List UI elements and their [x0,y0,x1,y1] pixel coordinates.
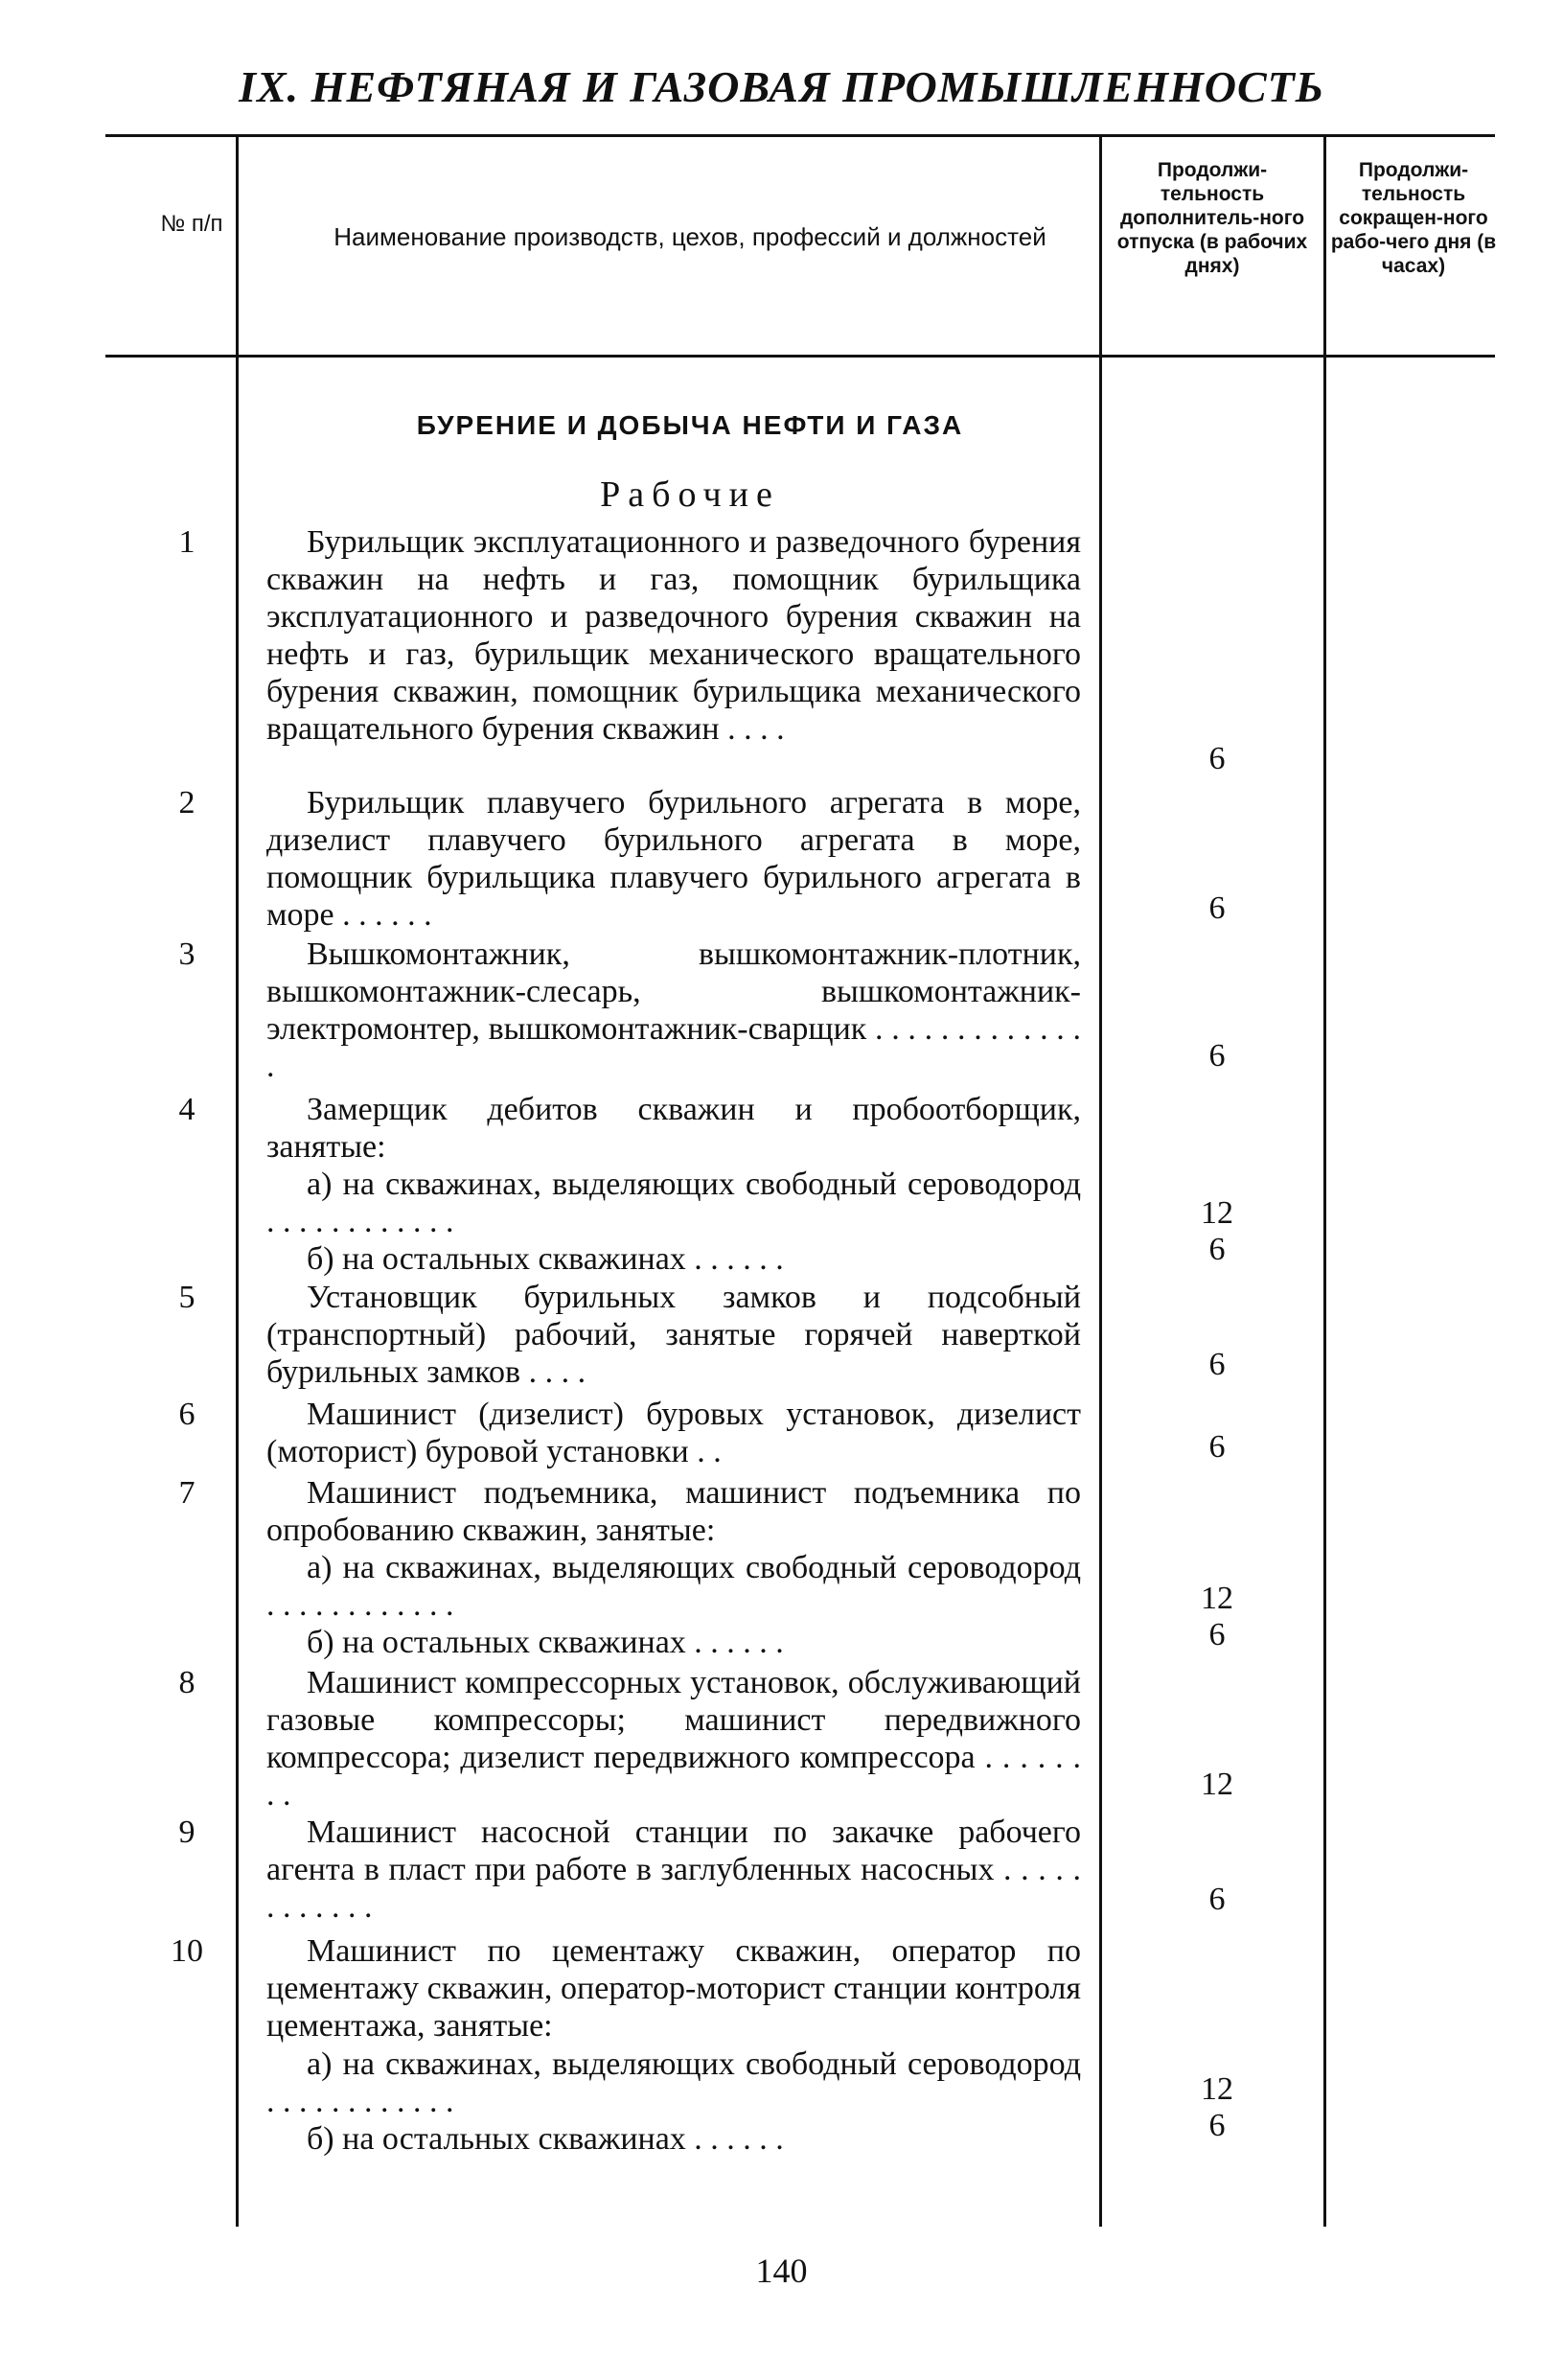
table-row-text: Бурильщик эксплуатационного и разведочного бурения скважин на нефть и газ, помощник бурильщика эксплуатационного и разведочного бурения скважин на нефть и газ, бурильщик механического вращательного бурения скважин, помощник бурильщика механического вращательного бурения скважин . . . . [266,524,1081,747]
vacation-days: 6 [1208,2108,1226,2143]
vacation-days: 6 [1208,1232,1226,1267]
vacation-days: 12 [1201,1581,1233,1616]
vacation-days: 12 [1201,1767,1233,1802]
row-number: 6 [178,1397,195,1432]
table-row-text: Бурильщик плавучего бурильного агрегата в море, дизелист плавучего бурильного агрегата в море, помощник бурильщика плавучего бурильного агрегата в море . . . . . . [266,785,1081,933]
row-number: 8 [178,1665,195,1700]
row-number: 7 [178,1475,195,1511]
table-row-subitem: а) на скважинах, выделяющих свободный сероводород . . . . . . . . . . . . [266,2046,1081,2119]
row-number: 9 [178,1814,195,1850]
table-row-text: Машинист насосной станции по закачке рабочего агента в пласт при работе в заглубленных насосных . . . . . . . . . . . . [266,1814,1081,1925]
page-title: IX. НЕФТЯНАЯ И ГАЗОВАЯ ПРОМЫШЛЕННОСТЬ [239,62,1324,111]
vacation-days: 6 [1208,1882,1226,1917]
vacation-days: 12 [1201,2071,1233,2107]
table-row-text: Машинист (дизелист) буровых установок, дизелист (моторист) буровой установки . . [266,1397,1081,1469]
row-number: 2 [178,785,195,820]
vacation-days: 6 [1208,1347,1226,1382]
vacation-days: 12 [1201,1195,1233,1231]
vacation-days: 6 [1208,890,1226,926]
row-number: 5 [178,1280,195,1315]
header-vacation: Продолжи-тельность дополнитель-ного отпуска (в рабочих днях) [1116,159,1308,277]
row-number: 4 [178,1092,195,1127]
header-number: № п/п [160,211,223,237]
table-row-text: Замерщик дебитов скважин и пробоотборщик, занятые: [266,1092,1081,1165]
table-row-text: Вышкомонтажник, вышкомонтажник-плотник, вышкомонтажник-слесарь, вышкомонтажник-электромонтер, вышкомонтажник-сварщик . . . . . . . . . . . . . . [266,936,1081,1084]
table-row-text: Машинист по цементажу скважин, оператор по цементажу скважин, оператор-моторист станции контроля цементажа, занятые: [266,1933,1081,2044]
header-name: Наименование производств, цехов, профессий и должностей [333,222,1046,251]
table-row-subitem: а) на скважинах, выделяющих свободный сероводород . . . . . . . . . . . . [266,1550,1081,1623]
table-row-subitem: б) на остальных скважинах . . . . . . [307,1625,784,1660]
row-number: 1 [178,524,195,560]
vacation-days: 6 [1208,1038,1226,1074]
table-row-subitem: а) на скважинах, выделяющих свободный сероводород . . . . . . . . . . . . [266,1167,1081,1239]
row-number: 3 [178,936,195,972]
vacation-days: 6 [1208,741,1226,776]
page-number: 140 [755,2252,808,2290]
vacation-days: 6 [1208,1429,1226,1465]
vacation-days: 6 [1208,1617,1226,1652]
table-row-subitem: б) на остальных скважинах . . . . . . [307,1241,784,1277]
row-number: 10 [171,1933,203,1969]
table-row-subitem: б) на остальных скважинах . . . . . . [307,2121,784,2157]
table-row-text: Машинист компрессорных установок, обслуживающий газовые компрессоры; машинист передвижного компрессора; дизелист передвижного компрессора . . . . . . . . [266,1665,1081,1813]
header-shortened-day: Продолжи-тельность сокращен-ного рабо-чего дня (в часах) [1330,159,1497,277]
table-row-text: Установщик бурильных замков и подсобный (транспортный) рабочий, занятые горячей наверткой бурильных замков . . . . [266,1280,1081,1390]
table-row-text: Машинист подъемника, машинист подъемника по опробованию скважин, занятые: [266,1475,1081,1548]
subsection-title: Рабочие [600,474,780,515]
section-title: БУРЕНИЕ И ДОБЫЧА НЕФТИ И ГАЗА [416,410,964,440]
